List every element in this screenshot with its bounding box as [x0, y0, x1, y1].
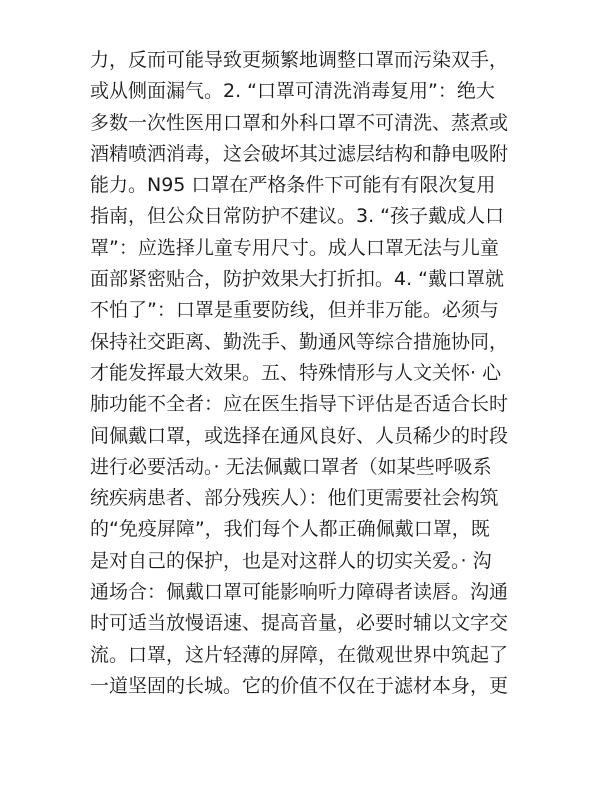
text-line-21: 一道坚固的长城。它的价值不仅在于滤材本身，更: [90, 674, 509, 697]
text-line-14: 进行必要活动。· 无法佩戴口罩者（如某些呼吸系: [90, 455, 492, 478]
text-line-11: 才能发挥最大效果。五、特殊情形与人文关怀· 心: [90, 361, 502, 384]
text-line-4: 酒精喷洒消毒，这会破坏其过滤层结构和静电吸附: [90, 142, 509, 165]
text-line-12: 肺功能不全者：应在医生指导下评估是否适合长时: [90, 393, 509, 416]
text-line-19: 时可适当放慢语速、提高音量，必要时辅以文字交: [90, 612, 509, 635]
text-line-13: 间佩戴口罩，或选择在通风良好、人员稀少的时段: [90, 424, 509, 447]
text-line-5: 能力。N95 口罩在严格条件下可能有有限次复用: [90, 174, 496, 197]
text-line-18: 通场合：佩戴口罩可能影响听力障碍者读唇。沟通: [90, 581, 509, 604]
text-line-2: 或从侧面漏气。2. “口罩可清洗消毒复用”：绝大: [90, 80, 495, 103]
text-line-1: 力，反而可能导致更频繁地调整口罩而污染双手，: [90, 49, 509, 71]
body-text: [90, 45, 530, 702]
text-line-3: 多数一次性医用口罩和外科口罩不可清洗、蒸煮或: [90, 111, 509, 134]
text-line-7: 罩”：应选择儿童专用尺寸。成人口罩无法与儿童: [90, 236, 499, 259]
text-line-16: 的“免疫屏障”，我们每个人都正确佩戴口罩，既: [90, 518, 490, 541]
text-line-15: 统疾病患者、部分残疾人）：他们更需要社会构筑: [90, 487, 499, 510]
text-line-8: 面部紧密贴合，防护效果大打折扣。4. “戴口罩就: [90, 268, 505, 291]
text-line-6: 指南，但公众日常防护不建议。3. “孩子戴成人口: [90, 205, 505, 228]
text-line-20: 流。口罩，这片轻薄的屏障，在微观世界中筑起了: [90, 643, 509, 666]
text-line-17: 是对自己的保护，也是对这群人的切实关爱。· 沟: [90, 549, 492, 572]
text-line-9: 不怕了”：口罩是重要防线，但并非万能。必须与: [90, 299, 499, 322]
text-line-10: 保持社交距离、勤洗手、勤通风等综合措施协同，: [90, 330, 509, 353]
